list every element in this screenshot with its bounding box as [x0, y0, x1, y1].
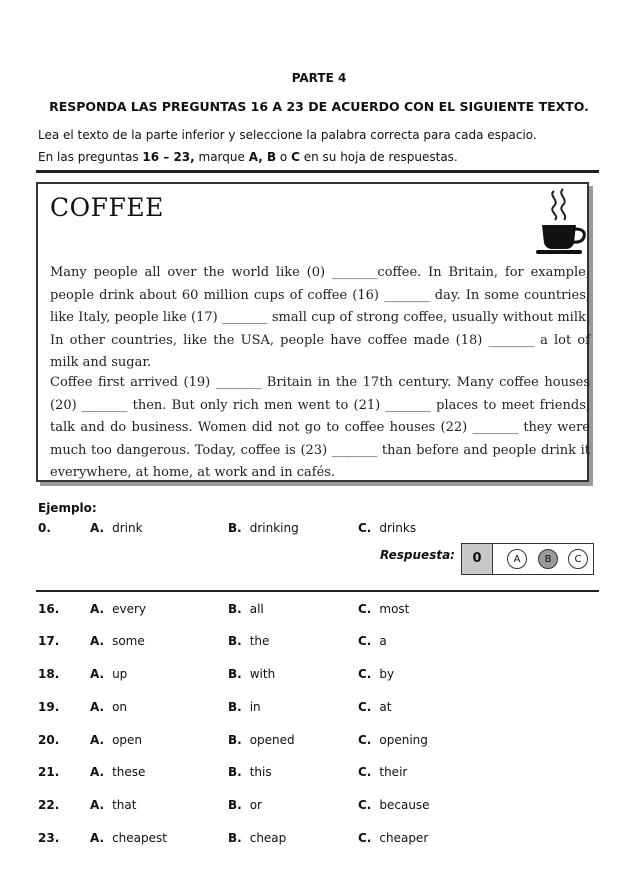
reading-paragraph-1: Many people all over the world like (0) _______coffee. In Britain, for example, people drink about 60 million cups of coffee (16) _______ day. In some countries, like Italy, people like (17) _______ small cup of strong coffee, usually without milk. In other countries, like the USA, people have coffee made (18) _______ a lot of milk and sugar.	[50, 265, 590, 370]
option-key-c: C.	[358, 733, 372, 747]
option-a[interactable]	[90, 634, 145, 648]
coffee-cup-icon	[528, 187, 592, 257]
option-c[interactable]	[358, 634, 387, 648]
option-key-a: A.	[90, 700, 105, 714]
example-option-c	[358, 521, 416, 535]
questions-divider	[36, 590, 599, 592]
option-c[interactable]	[358, 798, 430, 812]
instruction-line-2	[38, 150, 458, 164]
option-text: that	[112, 798, 137, 812]
question-row-16	[38, 602, 598, 618]
option-key-c: C.	[358, 765, 372, 779]
option-text: up	[112, 667, 128, 681]
option-b[interactable]	[228, 831, 286, 845]
option-text: cheapest	[112, 831, 167, 845]
option-text: drinking	[249, 521, 299, 535]
option-text: opened	[249, 733, 295, 747]
option-c[interactable]	[358, 700, 391, 714]
option-key-c: C.	[358, 634, 372, 648]
option-c[interactable]	[358, 602, 409, 616]
instruction-mid: marque	[194, 150, 249, 164]
option-key-c: C.	[358, 602, 372, 616]
answer-bubble-b[interactable]: B	[538, 549, 558, 569]
option-text: this	[249, 765, 272, 779]
option-c[interactable]	[358, 667, 394, 681]
instruction-range: 16 – 23,	[142, 150, 195, 164]
question-number: 17.	[38, 634, 60, 648]
option-b[interactable]	[228, 634, 269, 648]
question-row-23	[38, 831, 598, 847]
option-text: at	[379, 700, 392, 714]
option-key-b: B.	[228, 733, 242, 747]
option-c[interactable]	[358, 765, 407, 779]
option-a[interactable]	[90, 602, 146, 616]
question-row-17	[38, 634, 598, 650]
instruction-or: o	[276, 150, 292, 164]
option-key-c: C.	[358, 521, 372, 535]
answer-question-number: 0	[462, 544, 493, 574]
option-text: because	[379, 798, 430, 812]
option-b[interactable]	[228, 765, 272, 779]
instruction-suffix: en su hoja de respuestas.	[299, 150, 458, 164]
option-text: drinks	[379, 521, 417, 535]
example-label: Ejemplo:	[38, 501, 97, 515]
option-key-b: B.	[228, 700, 242, 714]
instruction-options: A, B	[248, 150, 277, 164]
option-key-c: C.	[358, 667, 372, 681]
instruction-prefix: En las preguntas	[38, 150, 143, 164]
answer-label: Respuesta:	[380, 548, 455, 562]
option-b[interactable]	[228, 667, 275, 681]
answer-bubble-a[interactable]: A	[507, 549, 527, 569]
text-title: COFFEE	[50, 193, 164, 222]
example-option-b	[228, 521, 299, 535]
example-number: 0.	[38, 521, 51, 535]
option-key-a: A.	[90, 765, 105, 779]
option-key-a: A.	[90, 733, 105, 747]
question-row-18	[38, 667, 598, 683]
option-key-a: A.	[90, 798, 105, 812]
option-text: with	[249, 667, 276, 681]
option-key-b: B.	[228, 521, 242, 535]
option-key-b: B.	[228, 798, 242, 812]
option-text: drink	[112, 521, 143, 535]
option-c[interactable]	[358, 733, 428, 747]
option-key-a: A.	[90, 831, 105, 845]
question-row-21	[38, 765, 598, 781]
option-text: a	[379, 634, 387, 648]
option-b[interactable]	[228, 798, 262, 812]
answer-sheet-box	[461, 543, 594, 575]
option-key-b: B.	[228, 765, 242, 779]
question-row-20	[38, 733, 598, 749]
option-a[interactable]	[90, 700, 127, 714]
option-text: these	[112, 765, 146, 779]
option-text: cheaper	[379, 831, 429, 845]
question-row-19	[38, 700, 598, 716]
question-number: 21.	[38, 765, 60, 779]
question-number: 23.	[38, 831, 60, 845]
option-a[interactable]	[90, 765, 145, 779]
option-text: by	[379, 667, 395, 681]
option-text: open	[112, 733, 143, 747]
question-row-22	[38, 798, 598, 814]
answer-bubble-c[interactable]: C	[568, 549, 588, 569]
option-key-b: B.	[228, 667, 242, 681]
option-text: or	[249, 798, 262, 812]
option-key-b: B.	[228, 602, 242, 616]
option-key-a: A.	[90, 634, 105, 648]
option-b[interactable]	[228, 700, 261, 714]
option-key-c: C.	[358, 831, 372, 845]
option-text: their	[379, 765, 408, 779]
option-text: opening	[379, 733, 428, 747]
option-c[interactable]	[358, 831, 428, 845]
section-title: RESPONDA LAS PREGUNTAS 16 A 23 DE ACUERDO CON EL SIGUIENTE TEXTO.	[49, 99, 589, 114]
option-key-c: C.	[358, 798, 372, 812]
top-divider	[36, 170, 599, 173]
option-a[interactable]	[90, 798, 136, 812]
option-text: cheap	[249, 831, 287, 845]
question-number: 20.	[38, 733, 60, 747]
option-text: on	[112, 700, 128, 714]
instruction-line-1: Lea el texto de la parte inferior y seleccione la palabra correcta para cada espacio.	[38, 128, 537, 142]
option-b[interactable]	[228, 602, 264, 616]
option-text: some	[112, 634, 145, 648]
option-a[interactable]	[90, 733, 142, 747]
option-key-a: A.	[90, 602, 105, 616]
option-key-b: B.	[228, 634, 242, 648]
option-b[interactable]	[228, 733, 295, 747]
option-text: the	[249, 634, 270, 648]
question-number: 16.	[38, 602, 60, 616]
option-key-a: A.	[90, 521, 105, 535]
option-text: in	[249, 700, 261, 714]
reading-paragraph-2: Coffee first arrived (19) _______ Britain in the 17th century. Many coffee houses (20) _______ then. But only rich men went to (21) _______ places to meet friends, talk and do business. Women did not go to coffee houses (22) _______ they were much too dangerous. Today, coffee is (23) _______ than before and people drink it everywhere, at home, at work and in cafés.	[50, 375, 590, 480]
option-a[interactable]	[90, 831, 167, 845]
example-option-a	[90, 521, 143, 535]
question-number: 22.	[38, 798, 60, 812]
part-heading: PARTE 4	[291, 71, 347, 85]
option-text: most	[379, 602, 410, 616]
option-key-c: C.	[358, 700, 372, 714]
option-text: every	[112, 602, 146, 616]
example-row	[38, 521, 598, 537]
option-a[interactable]	[90, 667, 127, 681]
option-key-b: B.	[228, 831, 242, 845]
option-key-a: A.	[90, 667, 105, 681]
question-number: 18.	[38, 667, 60, 681]
option-text: all	[249, 602, 264, 616]
question-number: 19.	[38, 700, 60, 714]
instruction-option-c: C	[291, 150, 300, 164]
